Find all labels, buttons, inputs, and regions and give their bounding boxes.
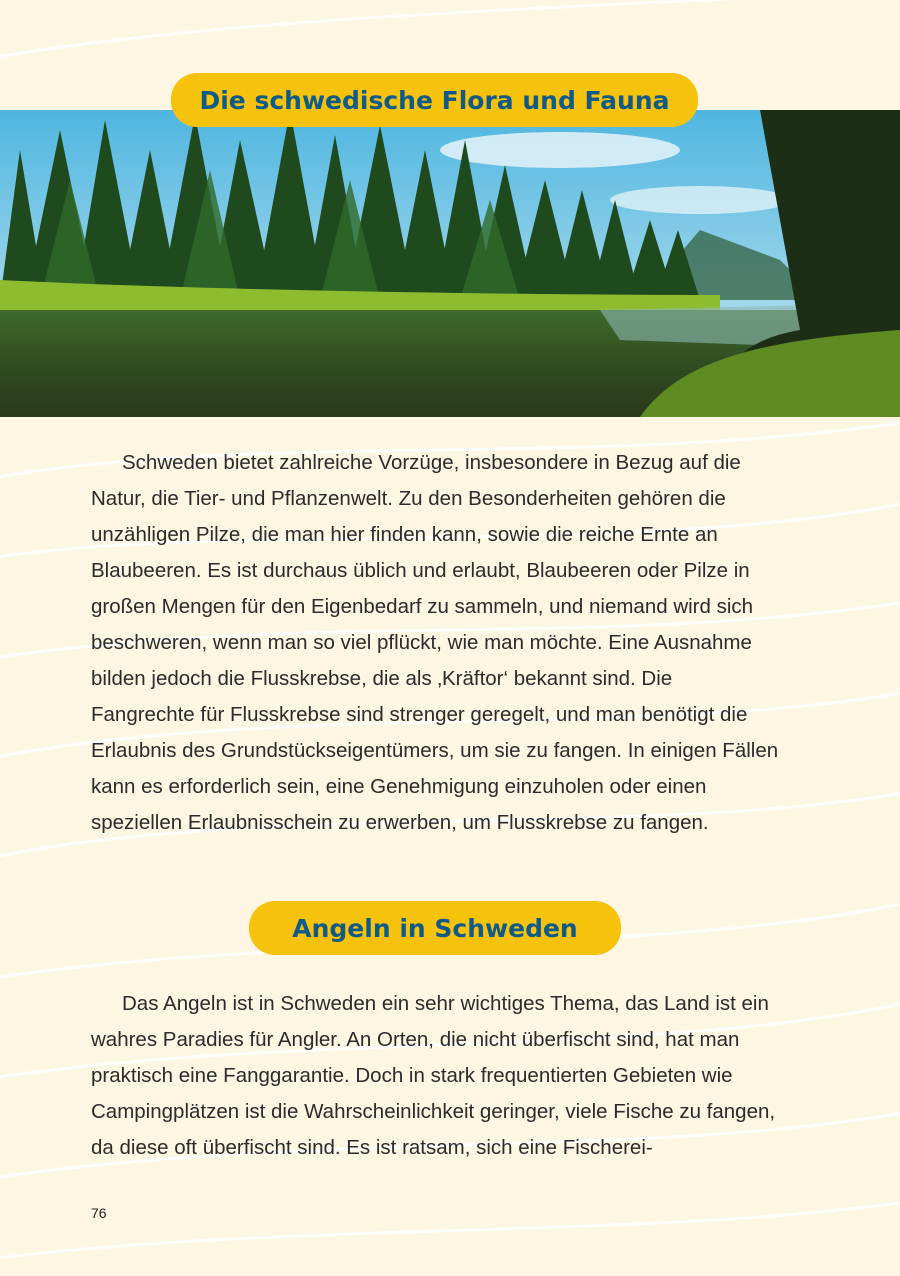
page-number: 76 <box>91 1205 107 1221</box>
section-heading-flora-fauna: Die schwedische Flora und Fauna <box>171 73 698 127</box>
section-heading-angeln: Angeln in Schweden <box>249 901 621 955</box>
body-paragraph-angeln: Das Angeln ist in Schweden ein sehr wichtiges Thema, das Land ist ein wahres Paradies für Angler. An Orten, die nicht überfischt sind, hat man praktisch eine Fanggarantie. Doch in stark frequentierten Gebieten wie Campingplätzen ist die Wahrscheinlichkeit geringer, viele Fische zu fangen, da diese oft überfischt sind. Es ist ratsam, sich eine Fischerei- <box>91 992 776 1159</box>
forest-lake-photo <box>0 110 900 417</box>
body-paragraph-flora-fauna: Schweden bietet zahlreiche Vorzüge, insbesondere in Bezug auf die Natur, die Tier- und Pflanzenwelt. Zu den Besonderheiten gehören die unzähligen Pilze, die man hier finden kann, sowie die reiche Ernte an Blaubeeren. Es ist durchaus üblich und erlaubt, Blaubeeren oder Pilze in großen Mengen für den Eigenbedarf zu sammeln, und niemand wird sich beschweren, wenn man so viel pflückt, wie man möchte. Eine Ausnahme bilden jedoch die Flusskrebse, die als ‚Kräftor‘ bekannt sind. Die Fangrechte für Flusskrebse sind strenger geregelt, und man benötigt die Erlaubnis des Grundstückseigentümers, um sie zu fangen. In einigen Fällen kann es erforderlich sein, eine Genehmigung einzuholen oder einen speziellen Erlaubnisschein zu erwerben, um Flusskrebse zu fangen. <box>91 451 779 834</box>
